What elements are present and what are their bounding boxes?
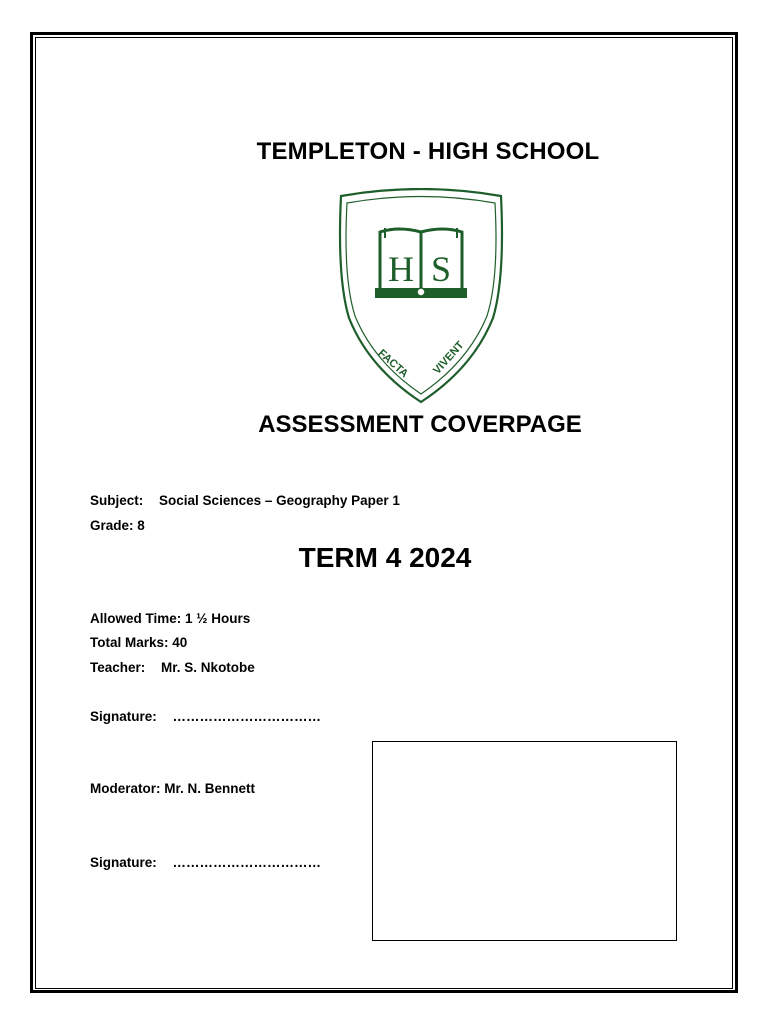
school-name: TEMPLETON - HIGH SCHOOL: [256, 138, 600, 165]
crest-initial-h: H: [388, 249, 414, 289]
crest-motto-left: FACTA: [375, 347, 411, 381]
total-marks-value: 40: [172, 635, 188, 650]
teacher-label: Teacher:: [90, 660, 146, 675]
subject-value: Social Sciences – Geography Paper 1: [159, 493, 400, 508]
total-marks-line: [90, 635, 187, 650]
crest-initial-s: S: [430, 249, 452, 289]
grade-value: 8: [137, 518, 145, 533]
crest-motto-right: VIVENT: [431, 339, 467, 377]
moderator-signature-blank: ……………………………: [172, 855, 322, 870]
term-heading: TERM 4 2024: [298, 542, 472, 573]
allowed-time-label: Allowed Time:: [90, 611, 182, 626]
teacher-signature-line: [90, 709, 321, 724]
teacher-signature-label: Signature:: [90, 709, 157, 724]
moderator-value: Mr. N. Bennett: [164, 781, 256, 796]
moderator-label: Moderator:: [90, 781, 161, 796]
school-crest-icon: [333, 188, 509, 406]
moderator-signature-line: [90, 855, 321, 870]
moderator-signature-label: Signature:: [90, 855, 157, 870]
page-title: ASSESSMENT COVERPAGE: [258, 411, 582, 438]
crest-book-clasp: [417, 288, 425, 296]
subject-line: [90, 493, 400, 508]
allowed-time-line: [90, 611, 250, 626]
grade-line: [90, 518, 145, 533]
teacher-signature-blank: ……………………………: [172, 709, 322, 724]
marks-stamp-box: [372, 741, 677, 941]
allowed-time-value: 1 ½ Hours: [185, 611, 251, 626]
moderator-line: [90, 781, 255, 796]
teacher-line: [90, 660, 255, 675]
total-marks-label: Total Marks:: [90, 635, 169, 650]
subject-label: Subject:: [90, 493, 144, 508]
teacher-value: Mr. S. Nkotobe: [161, 660, 255, 675]
grade-label: Grade:: [90, 518, 134, 533]
